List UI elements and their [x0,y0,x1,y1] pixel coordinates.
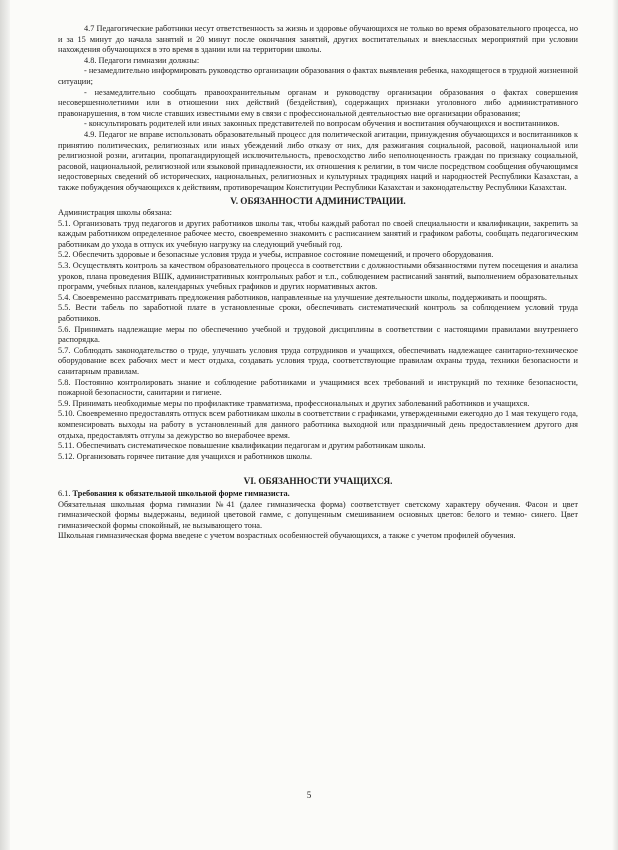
paragraph: 5.11. Обеспечивать систематическое повышение квалификации педагогам и другим работникам школы. [58,441,426,451]
paragraph: 5.3. Осуществлять контроль за качеством образовательного процесса в соответствии с должностными обязанностями путем посещения и анализа уроков, плана проведения ВШК, административных контрольных работ и т.п., соблюдением расписаний занятий, выполнением образовательных программ, учебных планов, календарных учебных графиков и других нормативных актов. [58,261,578,292]
paragraph: 5.5. Вести табель по заработной плате в установленные сроки, обеспечивать систематический контроль за соблюдением условий труда работников. [58,303,578,324]
paragraph: 5.12. Организовать горячее питание для учащихся и работников школы. [58,451,313,461]
paragraph: 4.7 Педагогические работники несут ответственность за жизнь и здоровье обучающихся не только во время образовательного процесса, но и за 15 минут до начала занятий и 20 минут после окончания занятий, других воспитательных и внеклассных мероприятий при условии нахождения обучающихся в это время в здании или на территории школы. [58,24,578,55]
paragraph: 5.8. Постоянно контролировать знание и соблюдение работниками и учащимися всех требований и инструкций по технике безопасности, пожарной безопасности, санитарии и гигиене. [58,377,578,398]
paragraph: 5.10. Своевременно предоставлять отпуск всем работникам школы в соответствии с графиками, утвержденными ежегодно до 1 мая текущего года, компенсировать выходы на работу в установленный для данного работника выходной или праздничный день предоставлением другого дня отдыха, предоставлять отгулы за дежурство во внерабочее время. [58,409,578,440]
paragraph: 5.1. Организовать труд педагогов и других работников школы так, чтобы каждый работал по своей специальности и квалификации, закрепить за каждым работником определенное рабочее место, своевременно знакомить с расписанием занятий и графиком работы, сообщать педагогическим работникам до ухода в отпуск их учебную нагрузку на следующий учебный год. [58,218,578,249]
section-heading-administration: V. ОБЯЗАННОСТИ АДМИНИСТРАЦИИ. [230,195,406,206]
paragraph: 4.8. Педагоги гимназии должны: [84,55,200,65]
paragraph: 5.9. Принимать необходимые меры по профилактике травматизма, профессиональных и других заболеваний работников и учащихся. [58,398,530,408]
paragraph: 5.6. Принимать надлежащие меры по обеспечению учебной и трудовой дисциплины в соответствии с настоящими правилами внутреннего распорядка. [58,324,578,345]
paragraph: Обязательная школьная форма гимназии №41 (далее гимназическа форма) соответствует светскому характеру обучения. Фасон и цвет гимназической формы выдержаны, вединой цветовой гамме, с допущенным смешиванием основных цветов: белого и темно- синего. Цвет гимназической формы спокойный, не вызывающего тона. [58,499,578,530]
paragraph: 5.7. Соблюдать законодательство о труде, улучшать условия труда сотрудников и учащихся, обеспечивать надлежащее санитарно-техническое оборудование всех рабочих мест и мест отдыха, создавать условия труда, соответствующие правилам охраны труда, техники безопасности и санитарным правилам. [58,345,578,376]
page-number: 5 [306,790,312,800]
subsection-bold-title: Требования к обязательной школьной форме гимназиста. [72,488,290,498]
paragraph: - незамедлительно информировать руководство организации образования о фактах выявления ребенка, находящегося в трудной жизненной ситуации; [58,66,578,86]
paragraph: - консультировать родителей или иных законных представителей по вопросам обучения и воспитания обучающихся и воспитанников. [84,119,560,129]
paragraph: 5.4. Своевременно рассматривать предложения работников, направленные на улучшение деятельности школы, поддерживать и поощрять. [58,292,547,302]
subsection-title [58,489,578,500]
paragraph: Школьная гимназическая форма введене с учетом возрастных особенностей обучающихся, а также с учетом профилей обучения. [58,531,516,541]
top-section [58,24,578,194]
paragraph: Администрация школы обязана: [58,208,172,218]
paragraph: - незамедлительно сообщать правоохранительным органам и руководству организации образования о фактах совершения несовершеннолетними или в отношении них действий (бездействия), содержащих признаки уголовного либо административного правонарушения, в том числе ставших известными ему в связи с профессиональной деятельностью вне организации образования; [58,87,578,118]
section-students [58,489,578,542]
section-administration [58,208,578,462]
subsection-number: 6.1. [58,488,73,498]
section-heading-students: VI. ОБЯЗАННОСТИ УЧАЩИХСЯ. [243,476,393,487]
paragraph: 5.2. Обеспечить здоровые и безопасные условия труда и учебы, исправное состояние помещений, и прочего оборудования. [58,250,494,260]
paragraph: 4.9. Педагог не вправе использовать образовательный процесс для политической агитации, принуждения обучающихся и воспитанников к принятию политических, религиозных или иных убеждений либо отказу от них, для разжигания социальной, расовой, национальной или религиозной розни, агитации, пропагандирующей исключительность, превосходство либо неполноценность граждан по признаку социальной, расовой, национальной, религиозной или языковой принадлежности, их отношения к религии, в том числе посредством сообщения обучающимся недостоверных сведений об исторических, национальных, религиозных и культурных традициях наций и народностей Республики Казахстан, а также побуждения обучающихся к действиям, противоречащим Конституции Республики Казахстан и законодательству Республики Казахстан. [58,129,578,192]
